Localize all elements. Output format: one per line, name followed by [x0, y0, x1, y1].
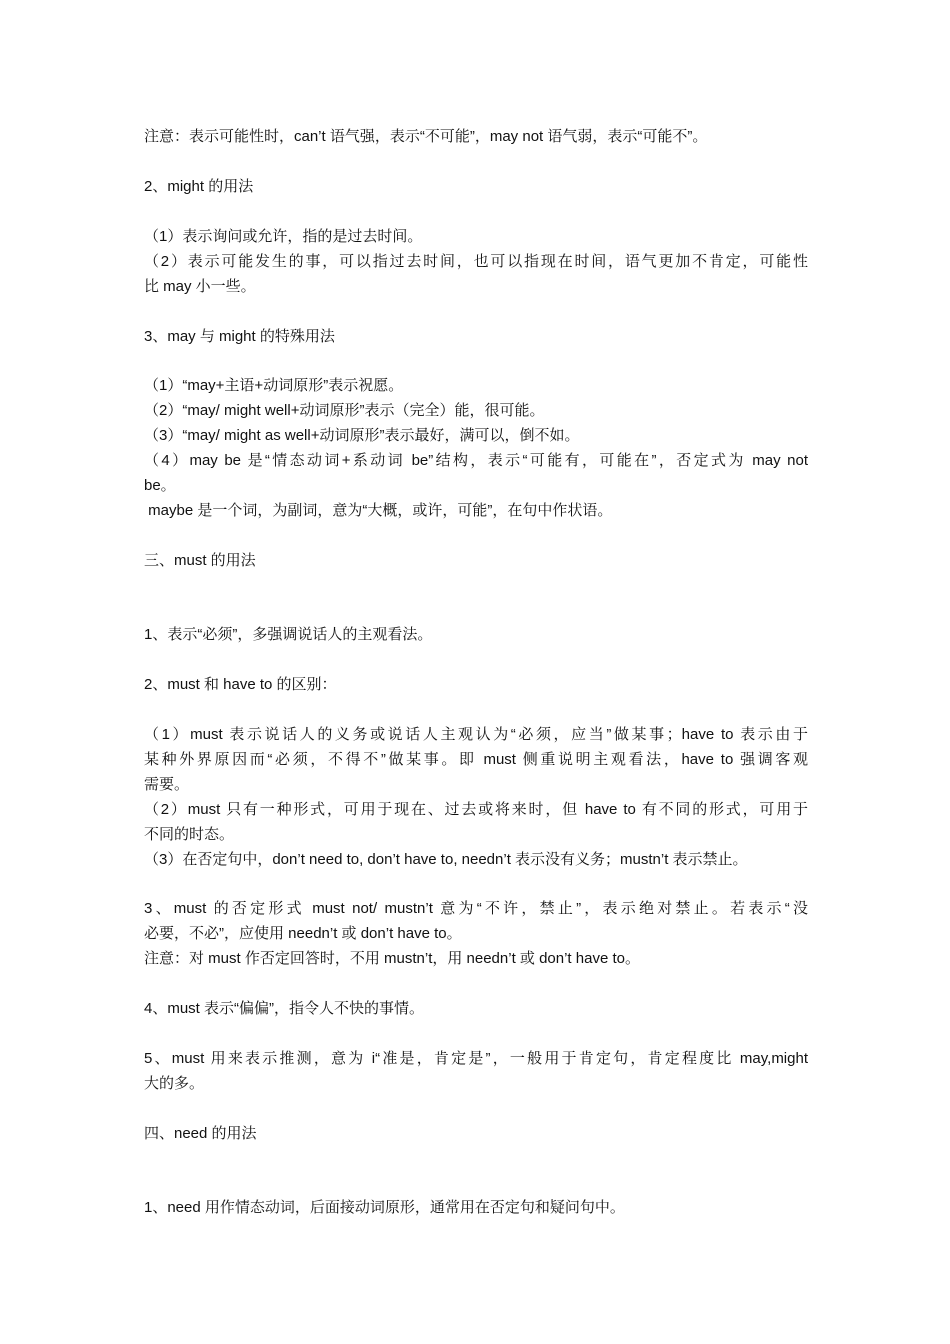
text-line: maybe 是一个词，为副词，意为“大概，或许，可能”，在句中作状语。	[144, 502, 613, 519]
text-line: 4、must 表示“偏偏”，指令人不快的事情。	[144, 1000, 425, 1017]
text-line: （2）must 只有一种形式，可用于现在、过去或将来时，但 have to 有不同的形式，可用于	[144, 801, 808, 818]
section-heading: 2、might 的用法	[144, 178, 254, 195]
text-line: 某种外界原因而“必须，不得不”做某事。即 must 侧重说明主观看法，have to 强调客观	[144, 751, 808, 768]
text-line: （3）在否定句中，don’t need to, don’t have to, needn’t 表示没有义务；mustn’t 表示禁止。	[144, 851, 748, 868]
text-line: 3、must 的否定形式 must not/ mustn’t 意为“不许，禁止”，表示绝对禁止。若表示“没	[144, 900, 808, 917]
text-line: be。	[144, 477, 176, 494]
text-line: （3）“may/ might as well+动词原形”表示最好，满可以，倒不如。	[144, 427, 580, 444]
section-heading: 四、need 的用法	[144, 1125, 257, 1142]
section-heading: 2、must 和 have to 的区别：	[144, 676, 337, 693]
text-line: 1、表示“必须”，多强调说话人的主观看法。	[144, 626, 433, 643]
section-heading: 3、may 与 might 的特殊用法	[144, 328, 335, 345]
text-line: 1、need 用作情态动词，后面接动词原形，通常用在否定句和疑问句中。	[144, 1199, 625, 1216]
text-line: （2）表示可能发生的事，可以指过去时间，也可以指现在时间，语气更加不肯定，可能性	[144, 253, 808, 270]
text-line: 比 may 小一些。	[144, 278, 256, 295]
text-line: 注意：表示可能性时，can’t 语气强，表示“不可能”，may not 语气弱，表示“可能不”。	[144, 128, 708, 145]
text-line: （1）“may+主语+动词原形”表示祝愿。	[144, 377, 404, 394]
text-line: 大的多。	[144, 1075, 205, 1092]
text-line: （4）may be 是“情态动词+系动词 be”结构，表示“可能有，可能在”，否定式为 may not	[144, 452, 808, 469]
text-line: 5、must 用来表示推测，意为 i“准是，肯定是”，一般用于肯定句，肯定程度比 may,might	[144, 1050, 808, 1067]
text-line: 必要，不必”，应使用 needn’t 或 don’t have to。	[144, 925, 462, 942]
text-line: （2）“may/ might well+动词原形”表示（完全）能，很可能。	[144, 402, 545, 419]
text-line: （1）must 表示说话人的义务或说话人主观认为“必须，应当”做某事；have to 表示由于	[144, 726, 808, 743]
text-line: （1）表示询问或允许，指的是过去时间。	[144, 228, 423, 245]
text-line: 不同的时态。	[144, 826, 235, 843]
text-line: 注意：对 must 作否定回答时，不用 mustn’t，用 needn’t 或 don’t have to。	[144, 950, 640, 967]
text-line: 需要。	[144, 776, 190, 793]
section-heading: 三、must 的用法	[144, 552, 256, 569]
